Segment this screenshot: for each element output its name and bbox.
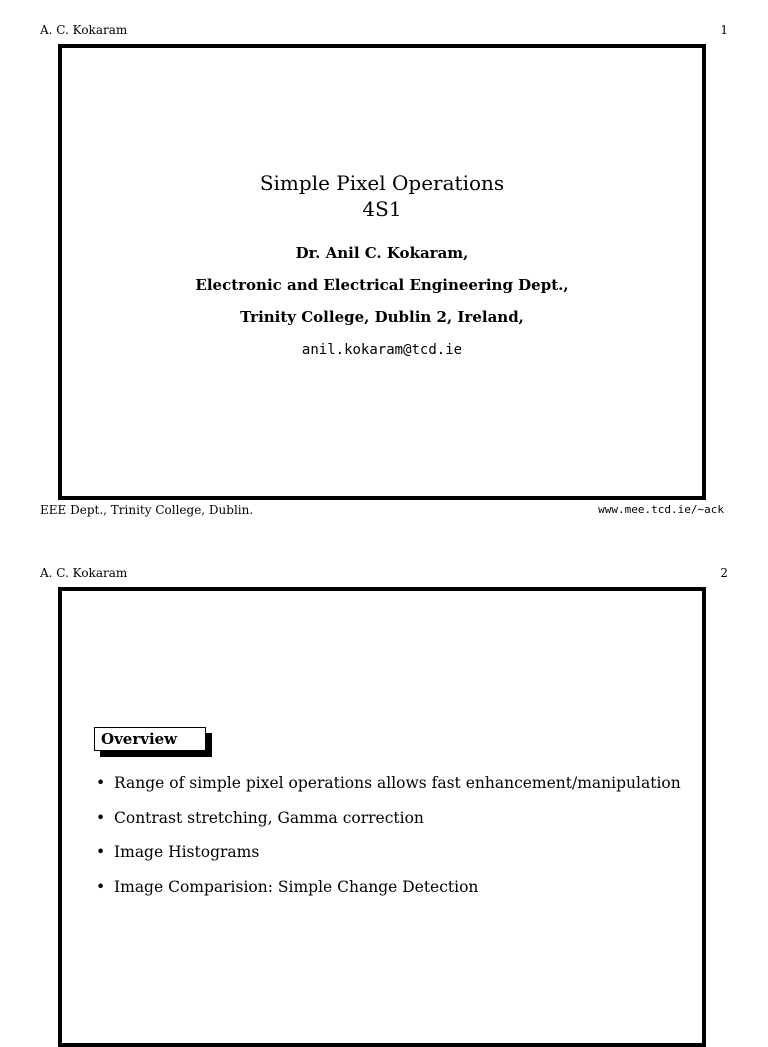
author-name: Dr. Anil C. Kokaram, [295,244,469,262]
bullet-glyph: • [96,774,106,792]
page2-page-number: 2 [720,566,728,580]
section-heading-overview: Overview [94,727,206,751]
bullet-glyph: • [96,808,106,827]
list-item [96,877,681,912]
bullet-text: Range of simple pixel operations allows fast enhancement/manipulation [114,774,681,792]
page1-header-author: A. C. Kokaram [40,23,128,37]
list-item [96,842,681,877]
page1-footer-url: www.mee.tcd.ie/∼ack [598,503,724,516]
bullet-glyph: • [96,843,106,861]
page1-page-number: 1 [720,23,728,37]
slide-title: Simple Pixel Operations [259,171,505,195]
bullet-list [96,773,681,911]
bullet-text: Image Histograms [114,843,260,861]
course-code: 4S1 [362,197,402,221]
list-item [96,773,681,808]
institution: Trinity College, Dublin 2, Ireland, [240,308,524,326]
bullet-text: Contrast stretching, Gamma correction [114,808,424,827]
list-item [96,808,681,843]
page2-header-author: A. C. Kokaram [40,566,128,580]
page1-footer-dept: EEE Dept., Trinity College, Dublin. [40,503,254,517]
slide-2-frame [58,587,706,1047]
email-address: anil.kokaram@tcd.ie [301,342,463,358]
bullet-text: Image Comparision: Simple Change Detection [114,877,479,896]
slide-1-frame [58,44,706,500]
department: Electronic and Electrical Engineering Dept., [195,276,569,294]
bullet-glyph: • [96,877,106,896]
